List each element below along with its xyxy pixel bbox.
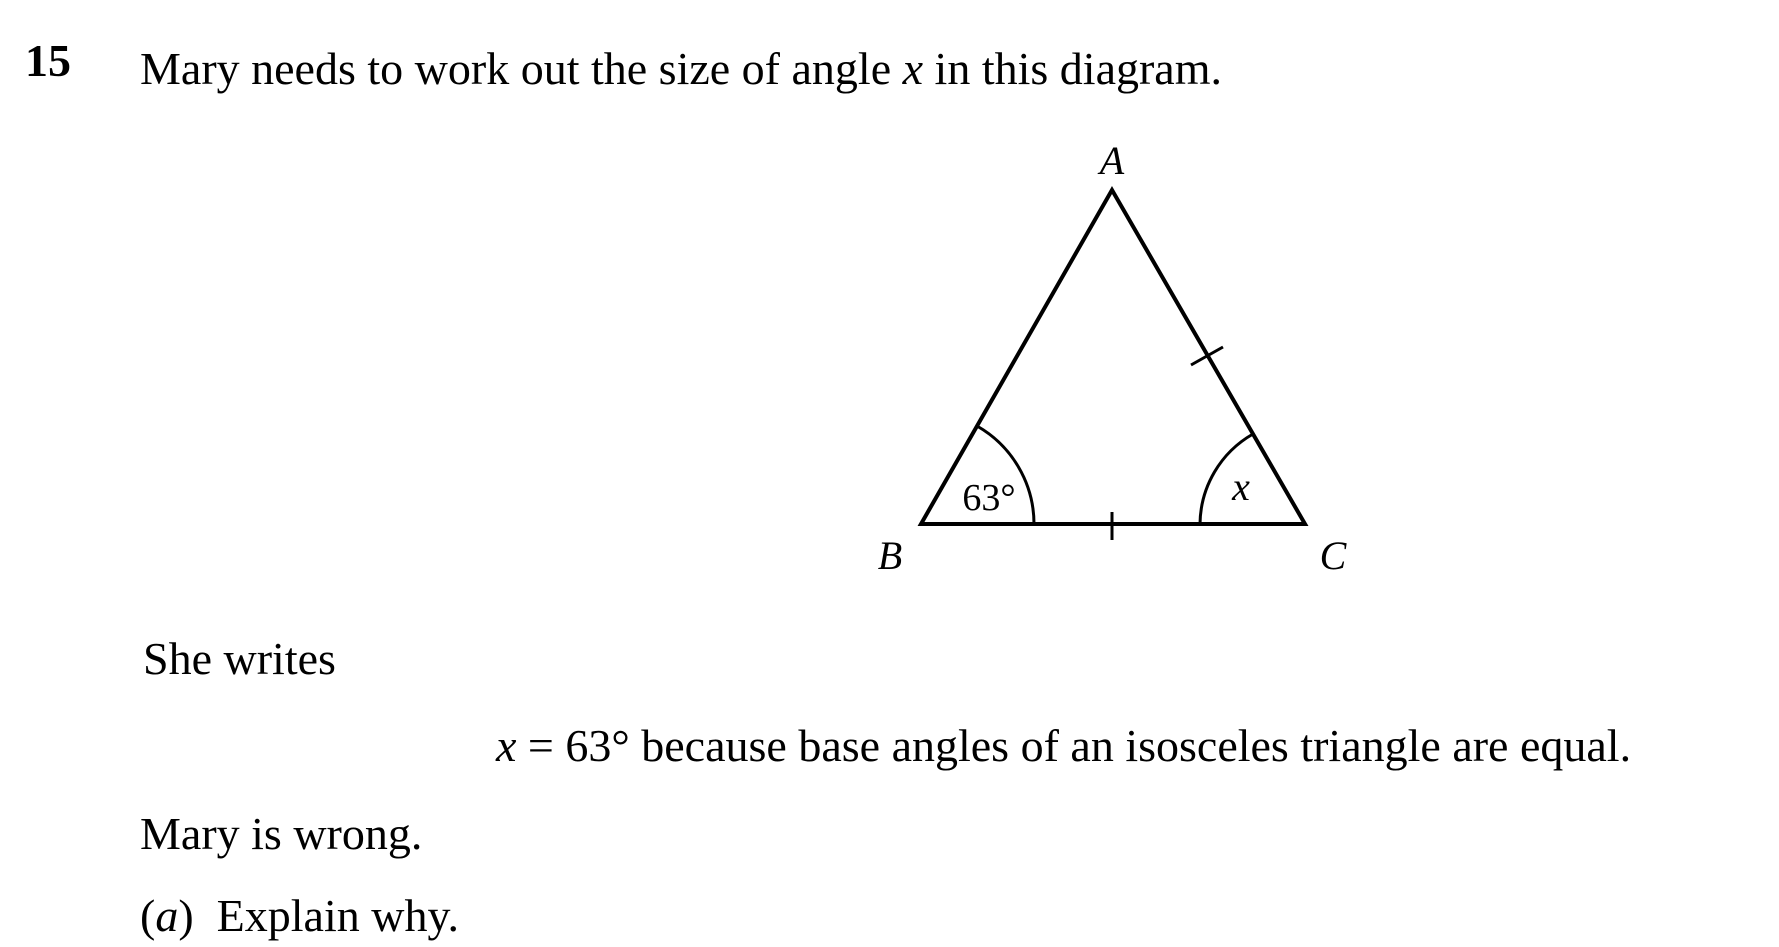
part-a-prompt <box>140 890 459 941</box>
mary-wrong-text: Mary is wrong. <box>140 808 423 859</box>
statement-text: = 63° because base angles of an isosceles triangle are equal. <box>516 720 1632 771</box>
angle-label-63: 63° <box>962 477 1016 519</box>
part-a-close-paren: ) <box>178 890 194 941</box>
vertex-label-a: A <box>1099 138 1125 183</box>
angle-label-x: x <box>1232 464 1250 509</box>
tick-mark-ac <box>1191 347 1223 365</box>
intro-variable: x <box>902 43 924 94</box>
vertex-label-c: C <box>1319 533 1347 578</box>
she-writes-text: She writes <box>143 633 336 684</box>
part-a-text: Explain why. <box>216 890 459 941</box>
part-a-open-paren: ( <box>140 890 156 941</box>
question-number: 15 <box>25 35 71 86</box>
intro-text-before: Mary needs to work out the size of angle <box>140 43 903 94</box>
intro-text-after: in this diagram. <box>923 43 1223 94</box>
part-a-letter: a <box>155 890 179 941</box>
vertex-label-b: B <box>877 533 903 578</box>
statement-variable: x <box>496 720 517 771</box>
part-a-spacer <box>194 890 217 941</box>
mary-statement <box>496 720 1632 771</box>
